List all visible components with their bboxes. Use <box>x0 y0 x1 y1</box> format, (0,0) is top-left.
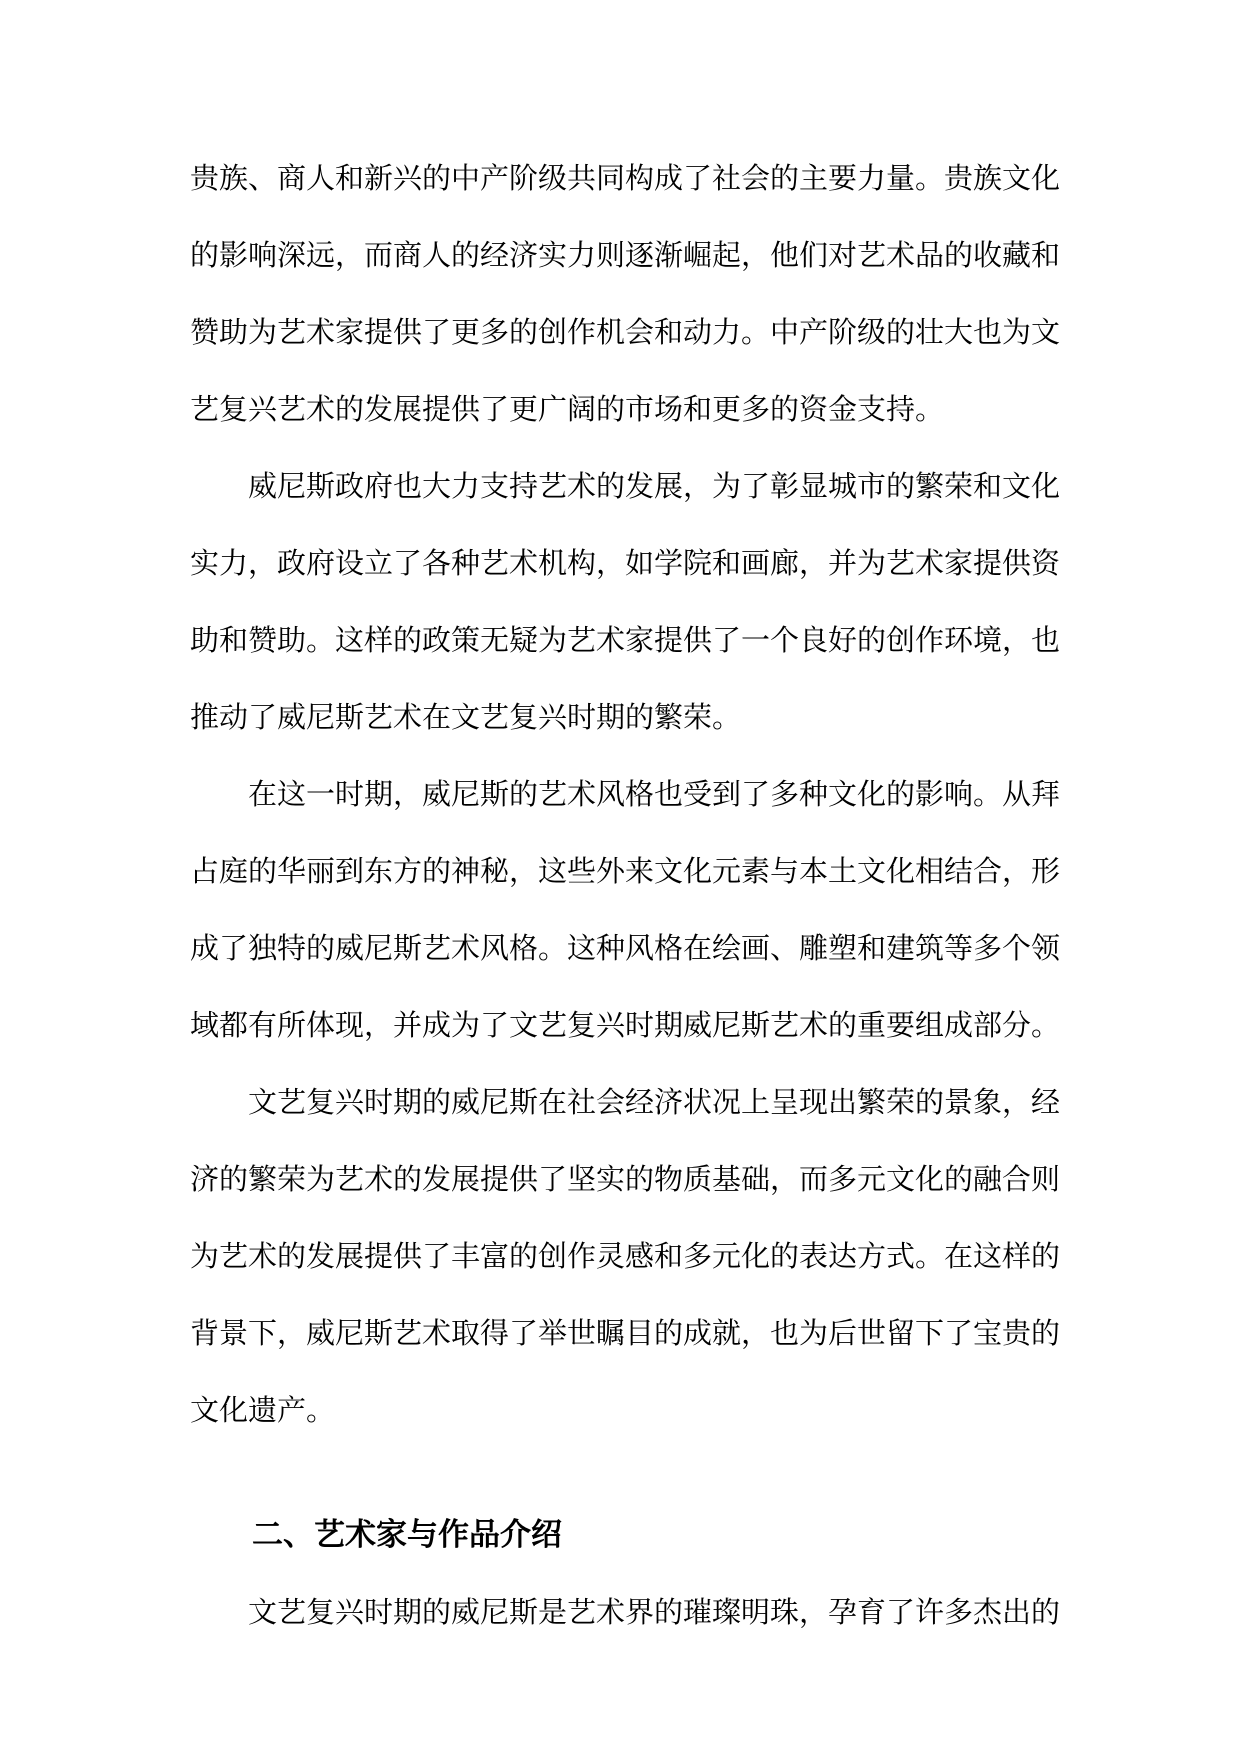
text-line: 威尼斯政府也大力支持艺术的发展，为了彰显城市的繁荣和文化 <box>248 469 1061 503</box>
section-heading: 二、艺术家与作品介绍 <box>252 1517 562 1553</box>
document-body <box>190 140 1060 1651</box>
paragraph <box>190 756 1060 1064</box>
section-spacer <box>190 1449 1060 1497</box>
text-line: 占庭的华丽到东方的神秘，这些外来文化元素与本土文化相结合，形 <box>190 854 1061 888</box>
text-line: 助和赞助。这样的政策无疑为艺术家提供了一个良好的创作环境，也 <box>190 623 1061 657</box>
text-line: 域都有所体现，并成为了文艺复兴时期威尼斯艺术的重要组成部分。 <box>190 1008 1061 1042</box>
text-line: 推动了威尼斯艺术在文艺复兴时期的繁荣。 <box>190 700 742 734</box>
text-line: 为艺术的发展提供了丰富的创作灵感和多元化的表达方式。在这样的 <box>190 1239 1061 1273</box>
text-line: 实力，政府设立了各种艺术机构，如学院和画廊，并为艺术家提供资 <box>190 546 1061 580</box>
text-line: 贵族、商人和新兴的中产阶级共同构成了社会的主要力量。贵族文化 <box>190 161 1061 195</box>
text-line: 文化遗产。 <box>190 1393 336 1427</box>
text-line: 的影响深远，而商人的经济实力则逐渐崛起，他们对艺术品的收藏和 <box>190 238 1061 272</box>
text-line: 文艺复兴时期的威尼斯是艺术界的璀璨明珠，孕育了许多杰出的 <box>248 1595 1061 1629</box>
text-line: 背景下，威尼斯艺术取得了举世瞩目的成就，也为后世留下了宝贵的 <box>190 1316 1061 1350</box>
text-line: 成了独特的威尼斯艺术风格。这种风格在绘画、雕塑和建筑等多个领 <box>190 931 1061 965</box>
paragraph <box>190 1574 1060 1651</box>
paragraph <box>190 140 1060 448</box>
text-line: 在这一时期，威尼斯的艺术风格也受到了多种文化的影响。从拜 <box>248 777 1061 811</box>
text-line: 文艺复兴时期的威尼斯在社会经济状况上呈现出繁荣的景象，经 <box>248 1085 1061 1119</box>
paragraph <box>190 1064 1060 1449</box>
paragraph <box>190 448 1060 756</box>
text-line: 赞助为艺术家提供了更多的创作机会和动力。中产阶级的壮大也为文 <box>190 315 1061 349</box>
text-line: 艺复兴艺术的发展提供了更广阔的市场和更多的资金支持。 <box>190 392 945 426</box>
text-line: 济的繁荣为艺术的发展提供了坚实的物质基础，而多元文化的融合则 <box>190 1162 1061 1196</box>
